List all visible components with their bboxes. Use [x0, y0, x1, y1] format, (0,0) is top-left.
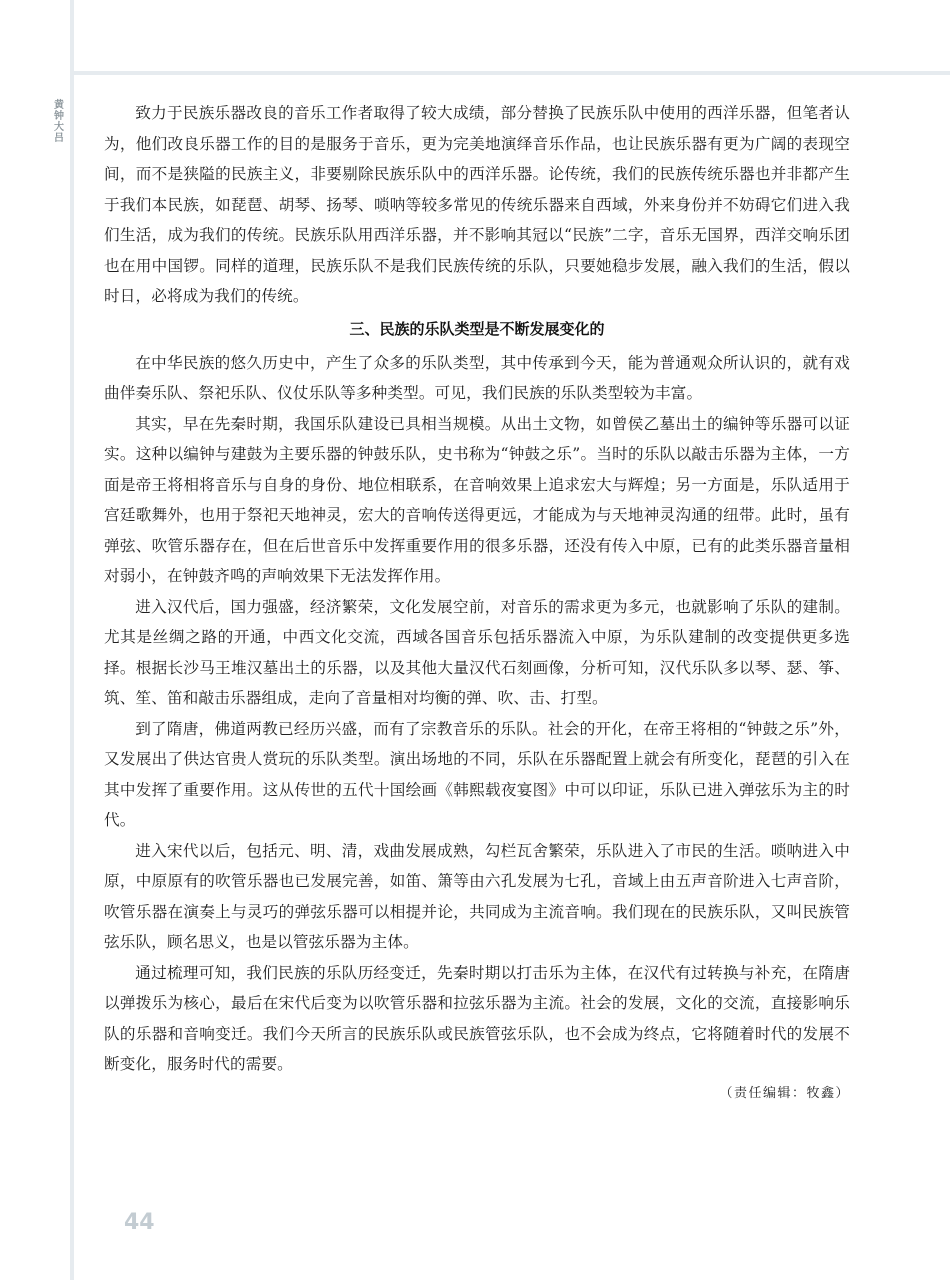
paragraph-sui-tang: 到了隋唐，佛道两教已经历兴盛，而有了宗教音乐的乐队。社会的开化，在帝王将相的“钟鼓之乐”外，又发展出了供达官贵人赏玩的乐队类型。演出场地的不同，乐队在乐器配置上就会有所变化，琵琶的引入在其中发挥了重要作用。这从传世的五代十国绘画《韩熙载夜宴图》中可以印证，乐队已进入弹弦乐为主的时代。: [104, 719, 850, 829]
paragraph-ensemble-types: 在中华民族的悠久历史中，产生了众多的乐队类型，其中传承到今天，能为普通观众所认识的，就有戏曲伴奏乐队、祭祀乐队、仪仗乐队等多种类型。可见，我们民族的乐队类型较为丰富。: [104, 353, 850, 402]
editor-credit: （责任编辑：牧鑫）: [719, 1085, 850, 1101]
header-rule: [74, 71, 950, 75]
paragraph-song: 进入宋代以后，包括元、明、清，戏曲发展成熟，勾栏瓦舍繁荣，乐队进入了市民的生活。唢呐进入中原，中原原有的吹管乐器也已发展完善，如笛、箫等由六孔发展为七孔，音域上由五声音阶进入七声音阶，吹管乐器在演奏上与灵巧的弹弦乐器可以相提并论，共同成为主流音响。我们现在的民族乐队，又叫民族管弦乐队，顾名思义，也是以管弦乐器为主体。: [104, 841, 850, 951]
paragraph-han: 进入汉代后，国力强盛，经济繁荣，文化发展空前，对音乐的需求更为多元，也就影响了乐队的建制。尤其是丝绸之路的开通，中西文化交流，西域各国音乐包括乐器流入中原，为乐队建制的改变提供更多选择。根据长沙马王堆汉墓出土的乐器，以及其他大量汉代石刻画像，分析可知，汉代乐队多以琴、瑟、筝、筑、笙、笛和敲击乐器组成，走向了音量相对均衡的弹、吹、击、打型。: [104, 597, 850, 707]
paragraph-pre-qin: 其实，早在先秦时期，我国乐队建设已具相当规模。从出土文物，如曾侯乙墓出土的编钟等乐器可以证实。这种以编钟与建鼓为主要乐器的钟鼓乐队，史书称为“钟鼓之乐”。当时的乐队以敲击乐器为主体，一方面是帝王将相将音乐与自身的身份、地位相联系，在音响效果上追求宏大与辉煌；另一方面是，乐队适用于宫廷歌舞外，也用于祭祀天地神灵，宏大的音响传送得更远，才能成为与天地神灵沟通的纽带。此时，虽有弹弦、吹管乐器存在，但在后世音乐中发挥重要作用的很多乐器，还没有传入中原，已有的此类乐器音量相对弱小，在钟鼓齐鸣的声响效果下无法发挥作用。: [104, 414, 850, 585]
left-margin-band: [0, 0, 74, 1280]
article-body: [104, 98, 850, 1106]
paragraph-conclusion: 通过梳理可知，我们民族的乐队历经变迁，先秦时期以打击乐为主体，在汉代有过转换与补充，在隋唐以弹拨乐为核心，最后在宋代后变为以吹管乐器和拉弦乐器为主流。社会的发展，文化的交流，直接影响乐队的乐器和音响变迁。我们今天所言的民族乐队或民族管弦乐队，也不会成为终点，它将随着时代的发展不断变化，服务时代的需要。: [104, 963, 850, 1073]
left-margin-rule: [70, 0, 74, 1280]
intro-paragraph: 致力于民族乐器改良的音乐工作者取得了较大成绩，部分替换了民族乐队中使用的西洋乐器，但笔者认为，他们改良乐器工作的目的是服务于音乐，更为完美地演绎音乐作品，也让民族乐器有更为广阔的表现空间，而不是狭隘的民族主义，非要剔除民族乐队中的西洋乐器。论传统，我们的民族传统乐器也并非都产生于我们本民族，如琵琶、胡琴、扬琴、唢呐等较多常见的传统乐器来自西域，外来身份并不妨碍它们进入我们生活，成为我们的传统。民族乐队用西洋乐器，并不影响其冠以“民族”二字，音乐无国界，西洋交响乐团也在用中国锣。同样的道理，民族乐队不是我们民族传统的乐队，只要她稳步发展，融入我们的生活，假以时日，必将成为我们的传统。: [104, 104, 850, 305]
running-section-label: 黄钟大吕: [54, 100, 64, 144]
section-heading: 三、民族的乐队类型是不断发展变化的: [349, 319, 605, 338]
page-number: 44: [124, 1210, 155, 1235]
